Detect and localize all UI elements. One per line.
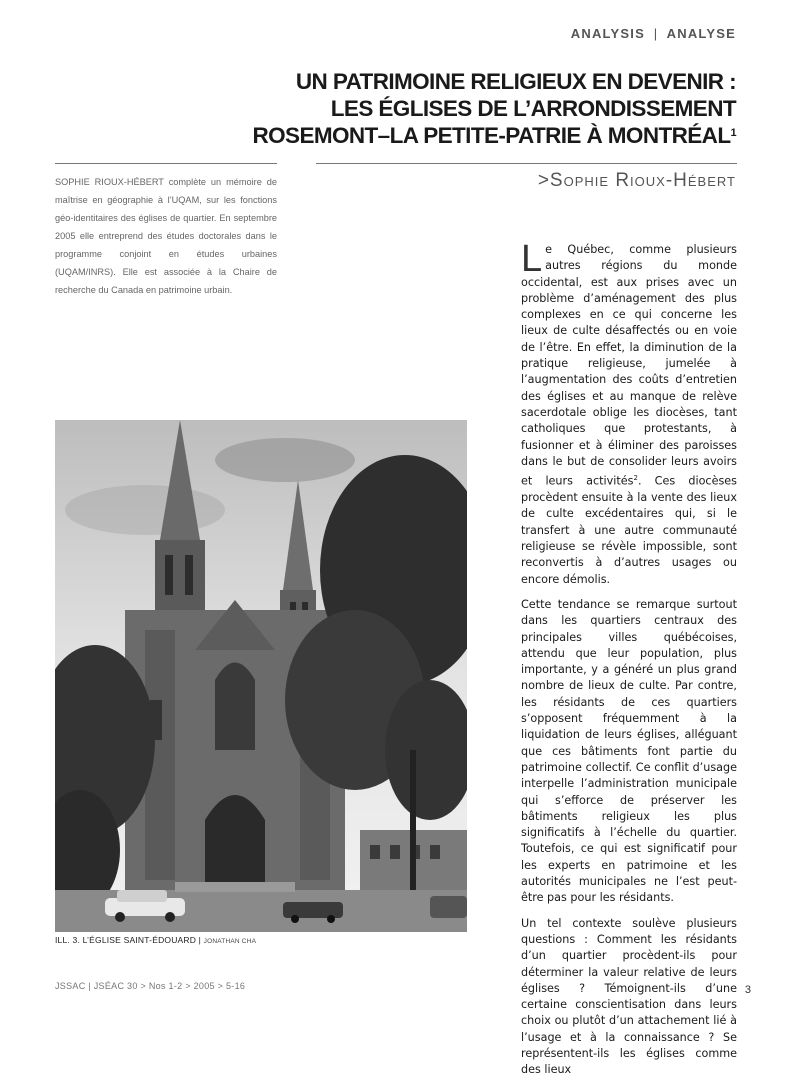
paragraph-2: Cette tendance se remarque surtout dans les quartiers centraux des principales villes québécoises, attendu que leur population, plus importante, y a généré un plus grand nombre de lieux de culte. Par contre, les résidants de ces quartiers s’opposent fréquemment à la liquidation de leurs églises, alléguant que ces bâtiments font partie du patrimoine collectif. Ce conflit d’usage interpelle l’administration municipale qui s’efforce de préserver les bâtiments religieux les plus significatifs à l’échelle du quartier. Toutefois, ce qui est significatif pour les experts en patrimoine et les autorités municipales ne l’est peut-être pas pour les résidants. (521, 597, 737, 905)
page-number: 3 (744, 984, 751, 996)
church-illustration (55, 420, 467, 932)
bio-divider (55, 163, 277, 164)
section-label-fr: ANALYSE (666, 26, 736, 41)
author-byline (538, 170, 736, 192)
section-label-en: ANALYSIS (570, 26, 645, 41)
title-line-3-text: ROSEMONT–LA PETITE-PATRIE À MONTRÉAL (252, 123, 731, 148)
church-photo (55, 420, 467, 932)
title-divider (316, 163, 737, 164)
photo-credit: JONATHAN CHA (203, 938, 257, 945)
byline-prefix: > (537, 170, 550, 191)
caption-text: ILL. 3. L’ÉGLISE SAINT-ÉDOUARD | (55, 935, 202, 945)
paragraph-1-text-b: . Ces diocèses procèdent ensuite à la vente des lieux de culte excédentaires qui, si le transfert à une autre communauté religieuse se révèle impossible, sont reconvertis à d’autres usages ou encore démolis. (521, 474, 737, 586)
drop-cap: L (521, 238, 543, 280)
journal-footer: JSSAC | JSÉAC 30 > Nos 1-2 > 2005 > 5-16 (55, 981, 246, 991)
section-tag (571, 26, 736, 41)
author-name: Sophie Rioux-Hébert (549, 170, 736, 191)
article-title (176, 68, 736, 149)
footnote-marker-2: 2 (633, 474, 638, 483)
article-body (521, 238, 737, 1088)
title-line-3 (176, 122, 736, 149)
section-separator: | (653, 26, 659, 41)
paragraph-3: Un tel contexte soulève plusieurs questions : Comment les résidants d’un quartier procèdent-ils pour déterminer la valeur relative de leurs églises ? Témoignent-ils d’une certaine conscientisation dans leurs choix ou plutôt d’un attachement lié à l’usage et à la connaissance ? Se représentent-ils les églises comme des lieux (521, 916, 737, 1077)
title-footnote-marker: 1 (730, 127, 736, 139)
paragraph-1-text-a: e Québec, comme plusieurs autres régions du monde occidental, est aux prises avec un problème d’aménagement des plus complexes en ce qui concerne les lieux de culte désaffectés ou en voie de l’être. En effet, la diminution de la pratique religieuse, jumelée à l’augmentation des coûts d’entretien des églises et au manque de relève sacerdotale oblige les diocèses, tant catholiques que protestants, à fusionner et à éliminer des paroisses dans le but de consolider leurs avoirs et leurs activités (521, 243, 737, 488)
author-bio: SOPHIE RIOUX-HÉBERT complète un mémoire de maîtrise en géographie à l’UQAM, sur les fonctions géo-identitaires des églises de quartier. En septembre 2005 elle entreprend des études doctorales dans le programme conjoint en études urbaines (UQAM/INRS). Elle est associée à la Chaire de recherche du Canada en patrimoine urbain. (55, 177, 277, 295)
paragraph-1 (521, 238, 737, 588)
figure-caption (55, 935, 256, 945)
title-line-1: UN PATRIMOINE RELIGIEUX EN DEVENIR : (295, 69, 736, 94)
title-line-2: LES ÉGLISES DE L’ARRONDISSEMENT (330, 96, 736, 121)
